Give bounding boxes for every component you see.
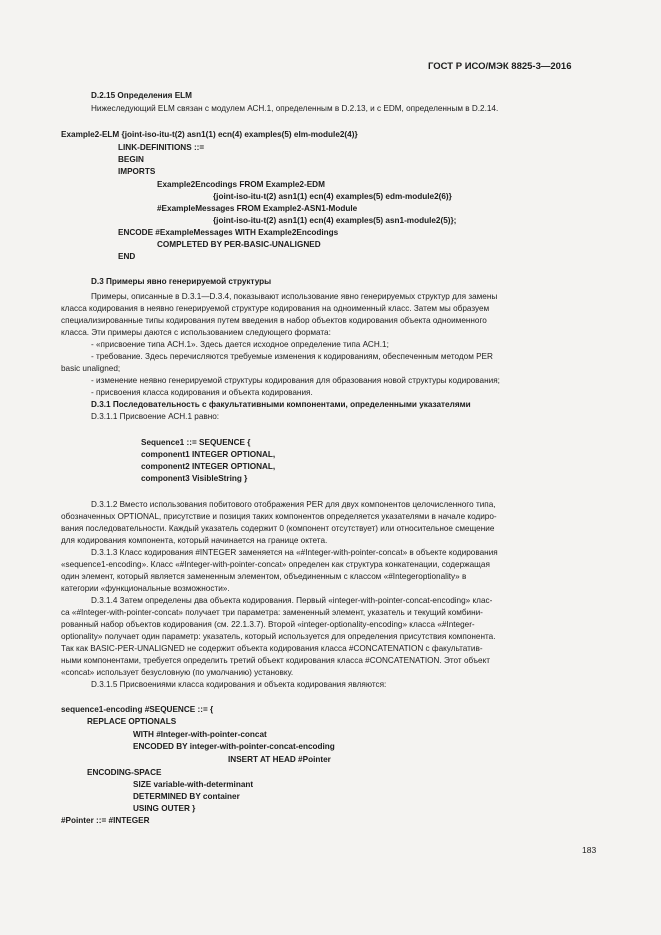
code-line: component3 VisibleString } bbox=[141, 474, 248, 483]
paragraph-line: категории «функциональные возможности». bbox=[61, 584, 230, 593]
code-line: COMPLETED BY PER-BASIC-UNALIGNED bbox=[157, 240, 321, 249]
code-line: {joint-iso-itu-t(2) asn1(1) ecn(4) examples(5) edm-module2(6)} bbox=[213, 192, 452, 201]
paragraph-d315: D.3.1.5 Присвоениями класса кодирования и объекта кодирования являются: bbox=[91, 680, 387, 689]
paragraph-line: optionality» получает один параметр: указатель, который используется для определения присутствия компонента. bbox=[61, 632, 496, 641]
list-item: - присвоения класса кодирования и объекта кодирования. bbox=[91, 388, 313, 397]
paragraph-line: D.3.1.3 Класс кодирования #INTEGER заменяется на «#Integer-with-pointer-concat» в объекте кодирования bbox=[91, 548, 498, 557]
code-line: #ExampleMessages FROM Example2-ASN1-Module bbox=[157, 204, 358, 213]
paragraph-line: обозначенных OPTIONAL, присутствие и позиция таких компонентов определяется указателями в начале кодиро- bbox=[61, 512, 497, 521]
paragraph-line: класса кодирования в неявно генерируемой структуре кодирования на одноименный класс. Затем мы образуем bbox=[61, 304, 490, 313]
code-line: SIZE variable-with-determinant bbox=[133, 780, 254, 789]
paragraph-line: вания последовательности. Каждый указатель содержит 0 (компонент отсутствует) или относительное смещение bbox=[61, 524, 495, 533]
code-line: sequence1-encoding #SEQUENCE ::= { bbox=[61, 705, 214, 714]
paragraph-line: класса. Эти примеры даются с использованием следующего формата: bbox=[61, 328, 331, 337]
subsection-d311: D.3.1.1 Присвоение АСН.1 равно: bbox=[91, 412, 220, 421]
code-line: Example2Encodings FROM Example2-EDM bbox=[157, 180, 325, 189]
standard-header: ГОСТ Р ИСО/МЭК 8825-3—2016 bbox=[428, 61, 572, 72]
code-line: WITH #Integer-with-pointer-concat bbox=[133, 730, 267, 739]
code-line: component2 INTEGER OPTIONAL, bbox=[141, 462, 276, 471]
paragraph-line: Так как BASIC-PER-UNALIGNED не содержит объекта кодирования класса #CONCATENATION с факультатив- bbox=[61, 644, 483, 653]
code-line: #Pointer ::= #INTEGER bbox=[61, 816, 150, 825]
paragraph-line: «sequence1-encoding». Класс «#Integer-with-pointer-concat» определен как структура конкатенации, содержащая bbox=[61, 560, 490, 569]
section-title-d3: D.3 Примеры явно генерируемой структуры bbox=[91, 277, 272, 286]
paragraph-line: D.3.1.2 Вместо использования побитового отображения PER для двух компонентов целочисленного типа, bbox=[91, 500, 496, 509]
code-line: USING OUTER } bbox=[133, 804, 196, 813]
paragraph-line: один элемент, который является замененным элементом, объединенным с классом «#Integeroptionality» в bbox=[61, 572, 467, 581]
code-line: ENCODED BY integer-with-pointer-concat-encoding bbox=[133, 742, 335, 751]
section-title-d215: D.2.15 Определения ELM bbox=[91, 91, 192, 100]
code-line: {joint-iso-itu-t(2) asn1(1) ecn(4) examples(5) asn1-module2(5)}; bbox=[213, 216, 457, 225]
code-line: Sequence1 ::= SEQUENCE { bbox=[141, 438, 251, 447]
list-item: - «присвоение типа АСН.1». Здесь дается исходное определение типа АСН.1; bbox=[91, 340, 389, 349]
code-line: ENCODING-SPACE bbox=[87, 768, 162, 777]
code-line: ENCODE #ExampleMessages WITH Example2Encodings bbox=[118, 228, 339, 237]
list-item: - изменение неявно генерируемой структуры кодирования для образования новой структуры кодирования; bbox=[91, 376, 500, 385]
list-item: basic unaligned; bbox=[61, 364, 121, 373]
paragraph-d215: Нижеследующий ELM связан с модулем АСН.1, определенным в D.2.13, и с EDM, определенным в D.2.14. bbox=[91, 104, 499, 113]
paragraph-line: «concat» использует безусловную (по умолчанию) установку. bbox=[61, 668, 294, 677]
paragraph-line: Примеры, описанные в D.3.1—D.3.4, показывают использование явно генерируемых структур для замены bbox=[91, 292, 498, 301]
code-line: LINK-DEFINITIONS ::= bbox=[118, 143, 205, 152]
code-line: END bbox=[118, 252, 136, 261]
paragraph-line: са «#Integer-with-pointer-concat» получает три параметра: замененный элемент, указатель и текущий комбини- bbox=[61, 608, 483, 617]
paragraph-line: D.3.1.4 Затем определены два объекта кодирования. Первый «integer-with-pointer-concat-encoding» клас- bbox=[91, 596, 493, 605]
paragraph-line: для кодирования компонента, который начинается на границе октета. bbox=[61, 536, 328, 545]
paragraph-line: специализированные типы кодирования путем введения в набор объектов кодирования объекта одноименного bbox=[61, 316, 487, 325]
paragraph-line: ными компонентами, требуется определить третий объект кодирования класса #CONCATENATION. Этот объект bbox=[61, 656, 491, 665]
code-line: DETERMINED BY container bbox=[133, 792, 240, 801]
paragraph-line: рованный набор объектов кодирования (см. 22.1.3.7). Второй «integer-optionality-encoding» класса «#Integer- bbox=[61, 620, 475, 629]
code-line: IMPORTS bbox=[118, 167, 156, 176]
code-line: component1 INTEGER OPTIONAL, bbox=[141, 450, 276, 459]
code-line: REPLACE OPTIONALS bbox=[87, 717, 177, 726]
code-line: BEGIN bbox=[118, 155, 144, 164]
code-line: Example2-ELM {joint-iso-itu-t(2) asn1(1) ecn(4) examples(5) elm-module2(4)} bbox=[61, 130, 358, 139]
list-item: - требование. Здесь перечисляются требуемые изменения к кодированиям, обеспеченным методом PER bbox=[91, 352, 493, 361]
code-line: INSERT AT HEAD #Pointer bbox=[228, 755, 331, 764]
page-number: 183 bbox=[582, 845, 597, 855]
section-title-d31: D.3.1 Последовательность с факультативными компонентами, определенными указателями bbox=[91, 400, 471, 409]
